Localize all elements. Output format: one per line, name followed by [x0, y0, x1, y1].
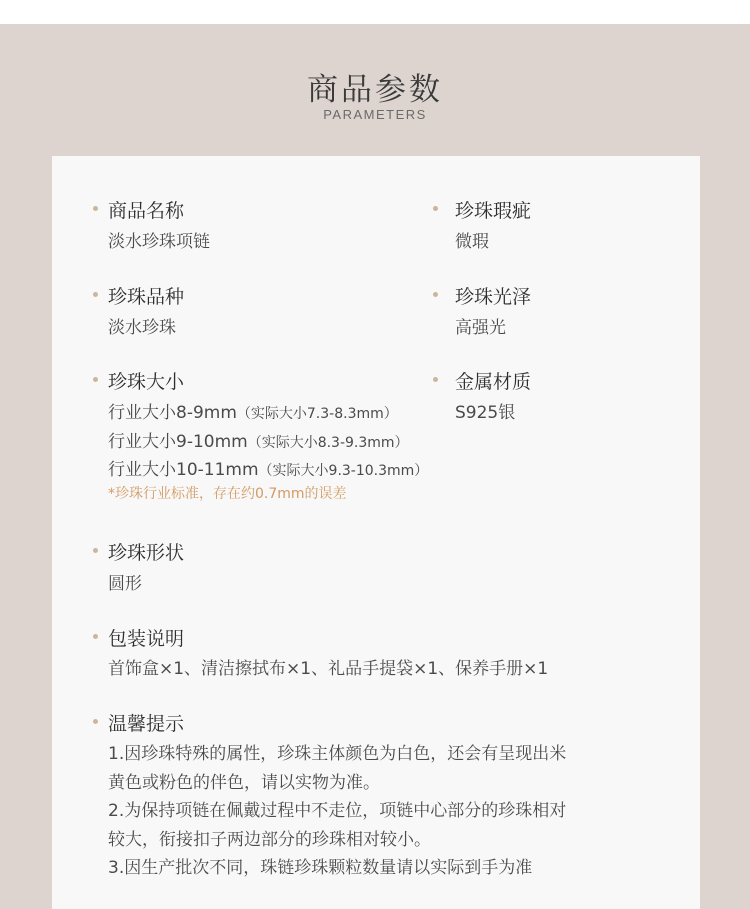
size-hint: *珍珠行业标准，存在约0.7mm的误差 — [108, 486, 347, 502]
product-name-label: 商品名称 — [108, 200, 185, 222]
package-label: 包装说明 — [108, 628, 185, 650]
pearl-flaw-value: 微瑕 — [455, 232, 489, 252]
pearl-size-row — [108, 427, 409, 452]
tips-line: 2.为保持项链在佩戴过程中不走位，项链中心部分的珍珠相对 — [108, 801, 567, 821]
pearl-size-label: 珍珠大小 — [108, 371, 185, 393]
tips-line: 较大，衔接扣子两边部分的珍珠相对较小。 — [108, 830, 431, 850]
bullet-icon — [433, 377, 438, 382]
product-name-value: 淡水珍珠项链 — [108, 232, 210, 252]
tips-label: 温馨提示 — [108, 713, 185, 735]
pearl-variety-value: 淡水珍珠 — [108, 318, 176, 338]
pearl-size-row — [108, 398, 398, 423]
bullet-icon — [93, 634, 98, 639]
bullet-icon — [433, 206, 438, 211]
bullet-icon — [93, 206, 98, 211]
tips-line: 3.因生产批次不同，珠链珍珠颗粒数量请以实际到手为准 — [108, 858, 533, 878]
page-subtitle: PARAMETERS — [323, 107, 427, 122]
size-main: 行业大小8-9mm — [108, 403, 237, 423]
pearl-size-row — [108, 455, 428, 480]
bullet-icon — [93, 292, 98, 297]
pearl-shape-value: 圆形 — [108, 574, 142, 594]
pearl-shape-label: 珍珠形状 — [108, 542, 185, 564]
pearl-flaw-label: 珍珠瑕疵 — [455, 200, 532, 222]
pearl-luster-value: 高强光 — [455, 318, 506, 338]
package-value: 首饰盒×1、清洁擦拭布×1、礼品手提袋×1、保养手册×1 — [108, 659, 549, 679]
metal-material-value: S925银 — [455, 403, 516, 423]
pearl-variety-label: 珍珠品种 — [108, 286, 185, 308]
size-note: （实际大小9.3-10.3mm） — [258, 463, 429, 479]
bullet-icon — [93, 377, 98, 382]
pearl-luster-label: 珍珠光泽 — [455, 286, 532, 308]
size-main: 行业大小9-10mm — [108, 432, 248, 452]
bullet-icon — [93, 548, 98, 553]
tips-line: 1.因珍珠特殊的属性，珍珠主体颜色为白色，还会有呈现出米 — [108, 744, 567, 764]
size-main: 行业大小10-11mm — [108, 460, 259, 480]
size-note: （实际大小8.3-9.3mm） — [247, 435, 409, 451]
size-note: （实际大小7.3-8.3mm） — [236, 406, 398, 422]
page-title: 商品参数 — [307, 72, 443, 108]
bullet-icon — [93, 719, 98, 724]
metal-material-label: 金属材质 — [455, 371, 532, 393]
bullet-icon — [433, 292, 438, 297]
tips-line: 黄色或粉色的伴色，请以实物为准。 — [108, 773, 380, 793]
